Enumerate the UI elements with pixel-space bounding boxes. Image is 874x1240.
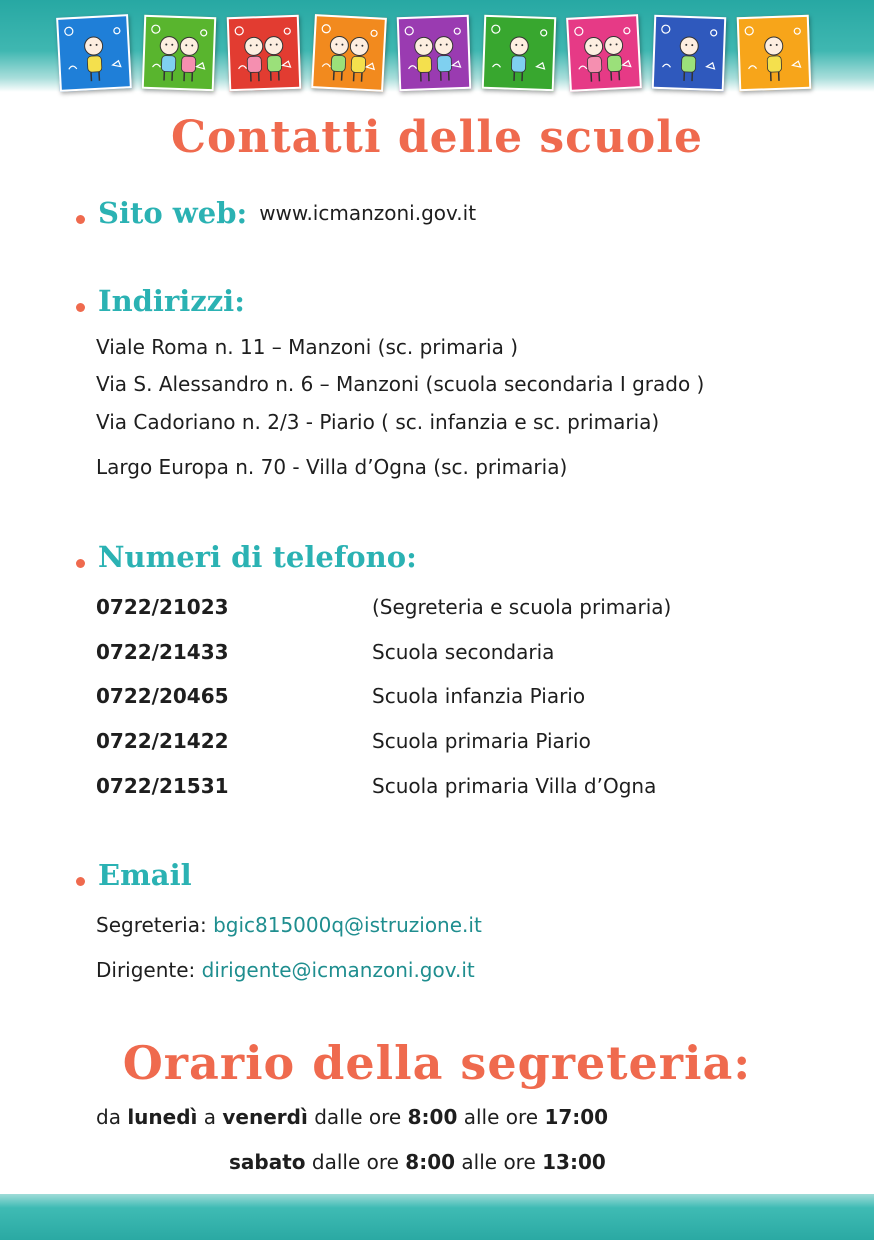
website-link[interactable]: www.icmanzoni.gov.it: [259, 201, 477, 225]
website-section: [76, 196, 476, 230]
address-line: Viale Roma n. 11 – Manzoni (sc. primaria ): [96, 335, 519, 359]
addresses-heading: [76, 284, 245, 318]
email-row-dirigente: [96, 958, 475, 982]
phone-number[interactable]: 0722/21023: [96, 595, 229, 619]
hours-time: 13:00: [542, 1150, 606, 1174]
phone-number[interactable]: 0722/20465: [96, 684, 229, 708]
hours-time: 17:00: [544, 1105, 609, 1129]
bullet-icon: [76, 877, 85, 886]
email-link-dirigente[interactable]: dirigente@icmanzoni.gov.it: [201, 958, 475, 982]
email-label: Email: [98, 858, 192, 892]
phone-description: Scuola primaria Villa d’Ogna: [372, 774, 657, 798]
bullet-icon: [76, 303, 85, 312]
addresses-label: Indirizzi:: [98, 284, 245, 318]
phone-number[interactable]: 0722/21433: [96, 640, 229, 664]
email-heading: [76, 858, 192, 892]
phone-description: Scuola secondaria: [372, 640, 555, 664]
kid-music-icon: [482, 15, 557, 91]
kids-signpost-icon: [566, 14, 642, 92]
phone-description: Scuola infanzia Piario: [372, 684, 586, 708]
address-line: Largo Europa n. 70 - Villa d’Ogna (sc. primaria): [96, 455, 568, 479]
email-row-segreteria: [96, 913, 482, 937]
hours-time: 8:00: [407, 1105, 458, 1129]
weekday-hours: [96, 1105, 608, 1129]
phones-heading: [76, 540, 417, 574]
address-line: Via Cadoriano n. 2/3 - Piario ( sc. infanzia e sc. primaria): [96, 410, 660, 434]
phone-number[interactable]: 0722/21422: [96, 729, 229, 753]
page-title: Contatti delle scuole: [171, 112, 703, 163]
kids-ideas-icon: [311, 14, 387, 92]
phones-label: Numeri di telefono:: [98, 540, 417, 574]
kids-gears-icon: [56, 14, 132, 92]
illustration-strip: [58, 12, 818, 94]
saturday-hours: [229, 1150, 606, 1174]
email-role-label: Dirigente:: [96, 958, 196, 982]
office-hours-title: Orario della segreteria:: [122, 1036, 752, 1090]
email-link-segreteria[interactable]: bgic815000q@istruzione.it: [213, 913, 482, 937]
hours-text: a: [203, 1105, 217, 1129]
phone-description: (Segreteria e scuola primaria): [372, 595, 672, 619]
kid-tools-icon: [652, 15, 727, 91]
hours-text: dalle ore: [314, 1105, 402, 1129]
phone-number[interactable]: 0722/21531: [96, 774, 229, 798]
kids-mirror-icon: [142, 15, 217, 91]
hours-text: alle ore: [463, 1105, 539, 1129]
hours-day: sabato: [229, 1150, 306, 1174]
address-line: Via S. Alessandro n. 6 – Manzoni (scuola secondaria I grado ): [96, 372, 705, 396]
hours-text: da: [96, 1105, 121, 1129]
hours-text: dalle ore: [311, 1150, 399, 1174]
bullet-icon: [76, 559, 85, 568]
hours-day: lunedì: [127, 1105, 198, 1129]
website-label: Sito web:: [98, 196, 248, 230]
kids-hug-icon: [227, 15, 302, 91]
email-role-label: Segreteria:: [96, 913, 207, 937]
hours-text: alle ore: [461, 1150, 536, 1174]
footer-band: [0, 1194, 874, 1240]
hours-time: 8:00: [405, 1150, 456, 1174]
hours-day: venerdì: [222, 1105, 308, 1129]
kids-holding-hands-icon: [397, 15, 472, 91]
phone-description: Scuola primaria Piario: [372, 729, 591, 753]
kid-cogs-icon: [737, 15, 812, 91]
bullet-icon: [76, 215, 85, 224]
